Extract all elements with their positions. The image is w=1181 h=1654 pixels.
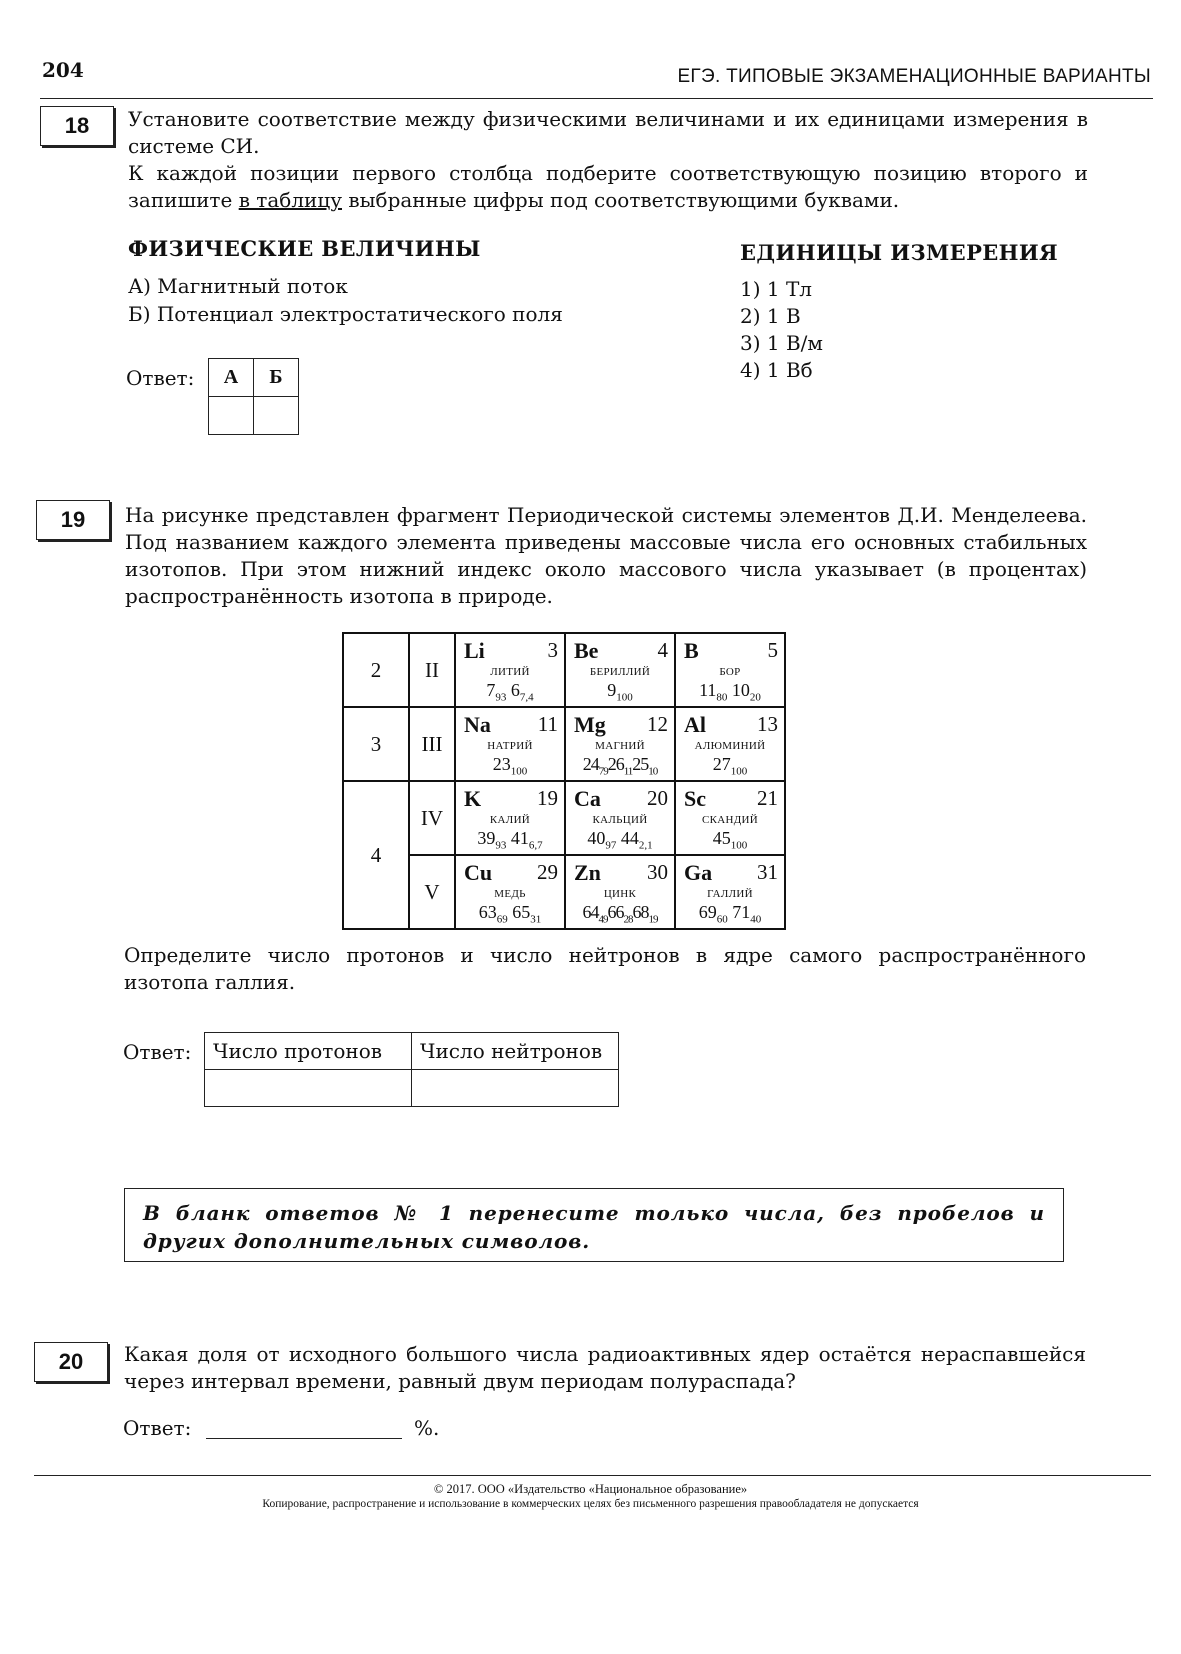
atomic-number: 29 bbox=[537, 860, 558, 884]
atomic-number: 21 bbox=[757, 786, 778, 810]
q18-text-line2 bbox=[128, 160, 1088, 214]
q18-text-post: выбранные цифры под соответствующими буквами. bbox=[342, 188, 900, 212]
isotope: $10_{20}$ bbox=[731, 680, 761, 704]
element-cell-ca bbox=[565, 781, 675, 855]
isotope: $69_{60}$ bbox=[698, 902, 728, 926]
isotope: $71_{40}$ bbox=[732, 902, 762, 926]
answer-cell-b[interactable] bbox=[254, 397, 299, 435]
isotope-list bbox=[456, 680, 564, 704]
element-cell-ga bbox=[675, 855, 785, 929]
isotope: $24_{79}$ bbox=[582, 754, 608, 778]
element-cell-al bbox=[675, 707, 785, 781]
element-symbol: Zn bbox=[574, 860, 601, 885]
period-3: 3 bbox=[343, 707, 409, 781]
element-symbol: Be bbox=[574, 638, 599, 663]
row-IV: IV bbox=[409, 781, 455, 855]
period-4: 4 bbox=[343, 781, 409, 929]
element-name: КАЛИЙ bbox=[489, 814, 531, 826]
element-name: ЦИНК bbox=[603, 888, 637, 900]
isotope-list bbox=[456, 828, 564, 852]
q18-answer-table bbox=[208, 358, 299, 435]
period-2: 2 bbox=[343, 633, 409, 707]
isotope-list bbox=[566, 828, 674, 852]
element-cell-be bbox=[565, 633, 675, 707]
instruction-note: В бланк ответов № 1 перенесите только числа, без пробелов и других дополнительных символов. bbox=[124, 1188, 1064, 1262]
unit-item-3: 3) 1 В/м bbox=[740, 331, 823, 355]
q20-answer-label: Ответ: bbox=[123, 1416, 192, 1440]
answer-col-a: А bbox=[209, 359, 254, 397]
unit-item-2: 2) 1 В bbox=[740, 304, 801, 328]
q20-text: Какая доля от исходного большого числа радиоактивных ядер остаётся нераспавшейся через интервал времени, равный двум периодам полураспада? bbox=[124, 1342, 1086, 1393]
isotope: $41_{6,7}$ bbox=[510, 828, 543, 852]
atomic-number: 4 bbox=[657, 638, 668, 662]
element-symbol: B bbox=[684, 638, 699, 663]
unit-item-4: 4) 1 Вб bbox=[740, 358, 813, 382]
isotope-list bbox=[676, 902, 784, 926]
quantities-list bbox=[128, 272, 563, 328]
atomic-number: 3 bbox=[547, 638, 558, 662]
isotope: $45_{100}$ bbox=[712, 828, 748, 852]
answer-col-protons: Число протонов bbox=[205, 1033, 412, 1070]
isotope: $66_{28}$ bbox=[607, 902, 633, 926]
element-name: МЕДЬ bbox=[494, 888, 526, 900]
atomic-number: 30 bbox=[647, 860, 668, 884]
isotope: $44_{2,1}$ bbox=[620, 828, 653, 852]
question-number-20: 20 bbox=[34, 1342, 108, 1382]
element-symbol: Ca bbox=[574, 786, 601, 811]
element-name: НАТРИЙ bbox=[487, 740, 533, 752]
element-cell-mg bbox=[565, 707, 675, 781]
isotope: $7_{93}$ bbox=[486, 680, 507, 704]
element-name: КАЛЬЦИЙ bbox=[592, 814, 648, 826]
q20-answer-unit: %. bbox=[414, 1416, 440, 1440]
atomic-number: 19 bbox=[537, 786, 558, 810]
atomic-number: 31 bbox=[757, 860, 778, 884]
element-name: СКАНДИЙ bbox=[701, 814, 759, 826]
element-name: ЛИТИЙ bbox=[490, 666, 530, 678]
answer-cell-a[interactable] bbox=[209, 397, 254, 435]
element-cell-b bbox=[675, 633, 785, 707]
element-symbol: Ga bbox=[684, 860, 713, 885]
isotope: $11_{80}$ bbox=[699, 680, 728, 704]
element-symbol: Li bbox=[464, 638, 485, 663]
isotope: $27_{100}$ bbox=[712, 754, 748, 778]
element-cell-na bbox=[455, 707, 565, 781]
isotope: $9_{100}$ bbox=[607, 680, 633, 704]
isotope: $26_{11}$ bbox=[607, 754, 633, 778]
isotope: $68_{19}$ bbox=[632, 902, 658, 926]
isotope: $63_{69}$ bbox=[478, 902, 508, 926]
element-symbol: Sc bbox=[684, 786, 706, 811]
element-cell-sc bbox=[675, 781, 785, 855]
atomic-number: 20 bbox=[647, 786, 668, 810]
answer-col-b: Б bbox=[254, 359, 299, 397]
atomic-number: 12 bbox=[647, 712, 668, 736]
row-III: III bbox=[409, 707, 455, 781]
q19-answer-table bbox=[204, 1032, 619, 1107]
isotope-list bbox=[566, 680, 674, 704]
isotope-list bbox=[456, 754, 564, 778]
footer-copyright: © 2017. ООО «Издательство «Национальное образование» bbox=[433, 1482, 748, 1496]
isotope: $39_{93}$ bbox=[477, 828, 507, 852]
answer-cell-protons[interactable] bbox=[205, 1070, 412, 1107]
isotope-list bbox=[676, 754, 784, 778]
isotope: $65_{31}$ bbox=[512, 902, 542, 926]
element-cell-k bbox=[455, 781, 565, 855]
footer-notice: Копирование, распространение и использование в коммерческих целях без письменного разрешения правообладателя не допускается bbox=[262, 1498, 919, 1510]
isotope: $6_{7,4}$ bbox=[510, 680, 534, 704]
question-number-18: 18 bbox=[40, 106, 114, 146]
header-rule bbox=[40, 98, 1153, 99]
isotope-list bbox=[566, 902, 674, 926]
isotope-list bbox=[456, 902, 564, 926]
element-cell-zn bbox=[565, 855, 675, 929]
element-name: АЛЮМИНИЙ bbox=[694, 740, 766, 752]
answer-col-neutrons: Число нейтронов bbox=[412, 1033, 619, 1070]
element-symbol: Cu bbox=[464, 860, 493, 885]
q20-answer-line[interactable] bbox=[206, 1438, 402, 1439]
row-V: V bbox=[409, 855, 455, 929]
periodic-table-fragment bbox=[342, 632, 786, 930]
q18-text bbox=[128, 106, 1088, 214]
element-name: БЕРИЛЛИЙ bbox=[589, 666, 651, 678]
atomic-number: 5 bbox=[767, 638, 778, 662]
isotope: $25_{10}$ bbox=[632, 754, 658, 778]
isotope: $23_{100}$ bbox=[492, 754, 528, 778]
element-symbol: K bbox=[464, 786, 482, 811]
units-list bbox=[740, 276, 823, 384]
element-symbol: Na bbox=[464, 712, 491, 737]
q18-text-line1: Установите соответствие между физическими величинами и их единицами измерения в системе СИ. bbox=[128, 107, 1088, 158]
quantity-item-b: Б) Потенциал электростатического поля bbox=[128, 302, 563, 326]
row-II: II bbox=[409, 633, 455, 707]
atomic-number: 11 bbox=[537, 712, 558, 736]
isotope: $40_{97}$ bbox=[587, 828, 617, 852]
page-number: 204 bbox=[42, 58, 84, 82]
isotope-list bbox=[566, 754, 674, 778]
element-cell-li bbox=[455, 633, 565, 707]
element-name: ГАЛЛИЙ bbox=[707, 888, 753, 900]
q18-answer-label: Ответ: bbox=[126, 366, 195, 390]
q19-question: Определите число протонов и число нейтронов в ядре самого распространённого изотопа галлия. bbox=[124, 943, 1086, 994]
element-cell-cu bbox=[455, 855, 565, 929]
element-symbol: Al bbox=[684, 712, 706, 737]
running-title: ЕГЭ. ТИПОВЫЕ ЭКЗАМЕНАЦИОННЫЕ ВАРИАНТЫ bbox=[677, 66, 1151, 87]
left-column-heading: ФИЗИЧЕСКИЕ ВЕЛИЧИНЫ bbox=[128, 236, 481, 261]
element-name: МАГНИЙ bbox=[595, 740, 645, 752]
unit-item-1: 1) 1 Тл bbox=[740, 277, 813, 301]
atomic-number: 13 bbox=[757, 712, 778, 736]
isotope-list bbox=[676, 828, 784, 852]
element-symbol: Mg bbox=[574, 712, 606, 737]
quantity-item-a: А) Магнитный поток bbox=[128, 274, 348, 298]
isotope-list bbox=[676, 680, 784, 704]
element-name: БОР bbox=[719, 666, 741, 678]
right-column-heading: ЕДИНИЦЫ ИЗМЕРЕНИЯ bbox=[740, 240, 1059, 265]
q18-text-pre: К каждой позиции первого столбца подберите соответствующую позицию второго и запишите bbox=[128, 161, 1088, 212]
question-number-19: 19 bbox=[36, 500, 110, 540]
answer-cell-neutrons[interactable] bbox=[412, 1070, 619, 1107]
q19-text: На рисунке представлен фрагмент Периодической системы элементов Д.И. Менделеева. Под названием каждого элемента приведены массовые числа его основных стабильных изотопов. При этом нижний индекс около массового числа указывает (в процентах) распространённость изотопа в природе. bbox=[125, 503, 1087, 608]
answer-table-link: в таблицу bbox=[238, 188, 342, 212]
q19-answer-label: Ответ: bbox=[123, 1040, 192, 1064]
isotope: $64_{49}$ bbox=[582, 902, 608, 926]
footer-rule bbox=[34, 1475, 1151, 1476]
